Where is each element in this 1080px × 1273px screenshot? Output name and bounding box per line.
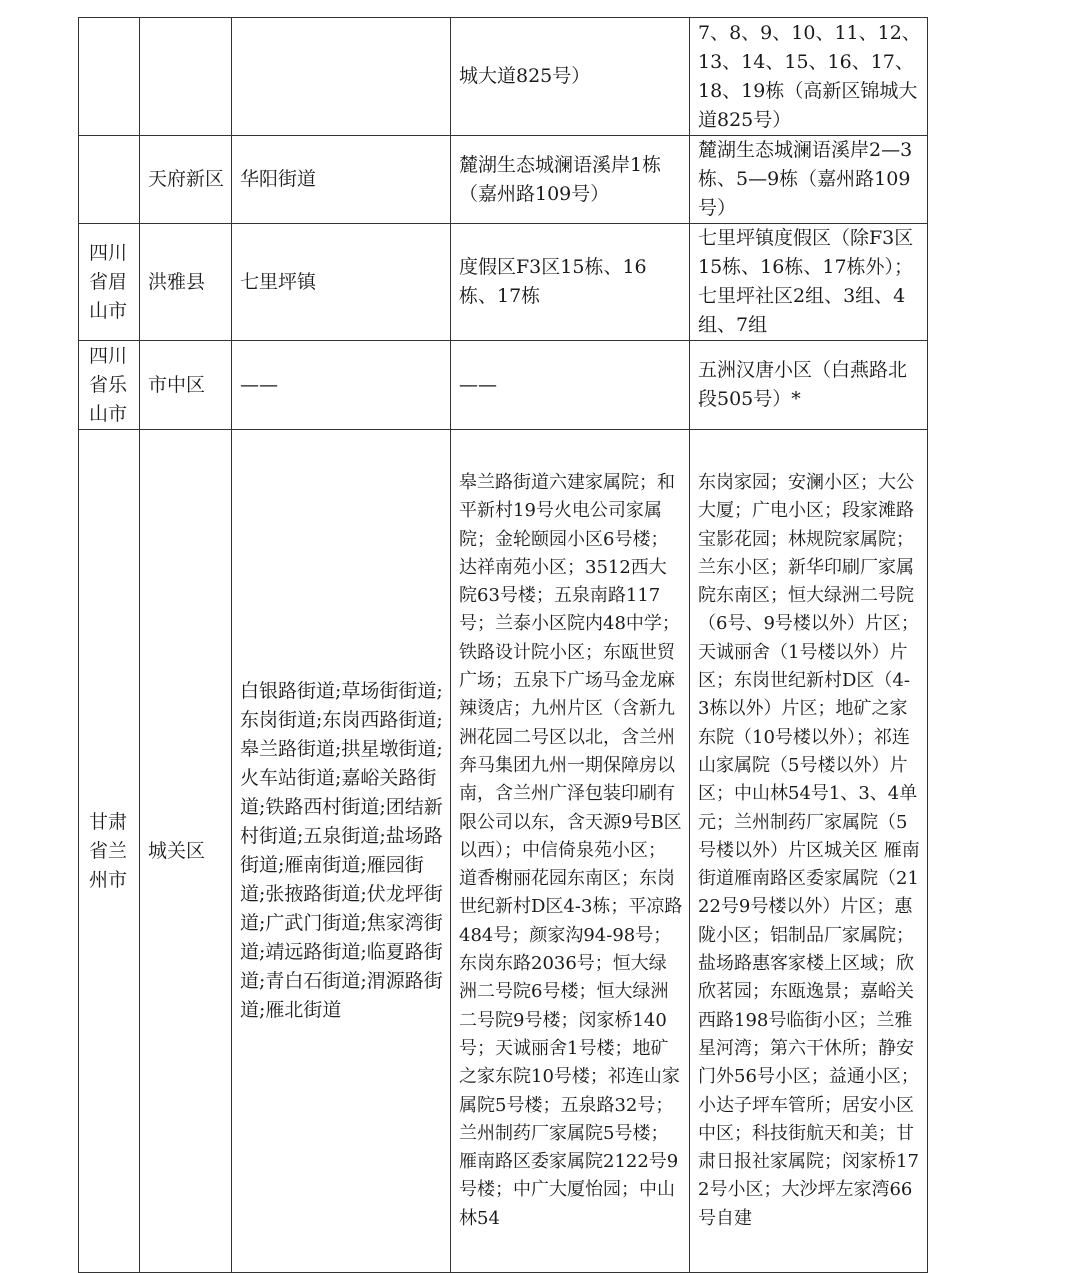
medium-risk-cell: 五洲汉唐小区（白燕路北段505号）* bbox=[690, 341, 928, 430]
table-row bbox=[79, 224, 928, 341]
district-cell: 天府新区 bbox=[140, 136, 232, 224]
province-cell bbox=[79, 18, 140, 136]
table-row bbox=[79, 341, 928, 430]
street-cell bbox=[232, 18, 451, 136]
high-risk-cell: 麓湖生态城澜语溪岸1栋（嘉州路109号） bbox=[451, 136, 690, 224]
district-cell: 洪雅县 bbox=[140, 224, 232, 341]
street-cell: 七里坪镇 bbox=[232, 224, 451, 341]
district-cell: 市中区 bbox=[140, 341, 232, 430]
table-row bbox=[79, 136, 928, 224]
street-cell: —— bbox=[232, 341, 451, 430]
high-risk-cell: 皋兰路街道六建家属院；和平新村19号火电公司家属院；金轮颐园小区6号楼；达祥南苑小区；3512西大院63号楼；五泉南路117号；兰泰小区院内48中学；铁路设计院小区；东瓯世贸广场；五泉下广场马金龙麻辣烫店；九州片区（含新九洲花园二号区以北，含兰州奔马集团九州一期保障房以南，含兰州广泽包装印刷有限公司以东，含天源9号B区以西）；中信倚泉苑小区；道香榭丽花园东南区；东岗世纪新村D区4-3栋；平凉路484号；颜家沟94-98号；东岗东路2036号；恒大绿洲二号院6号楼；恒大绿洲二号院9号楼；闵家桥140号；天诚丽舍1号楼；地矿之家东院10号楼；祁连山家属院5号楼；五泉路32号；兰州制药厂家属院5号楼；雁南路区委家属院2122号9号楼；中广大厦怡园；中山林54 bbox=[451, 430, 690, 1273]
province-cell: 四川省乐山市 bbox=[79, 341, 140, 430]
district-cell: 城关区 bbox=[140, 430, 232, 1273]
medium-risk-cell: 麓湖生态城澜语溪岸2—3栋、5—9栋（嘉州路109号） bbox=[690, 136, 928, 224]
province-cell: 四川省眉山市 bbox=[79, 224, 140, 341]
medium-risk-cell: 东岗家园；安澜小区；大公大厦；广电小区；段家滩路宝影花园；林规院家属院；兰东小区；新华印刷厂家属院东南区；恒大绿洲二号院（6号、9号楼以外）片区；天诚丽舍（1号楼以外）片区；东岗世纪新村D区（4-3栋以外）片区；地矿之家东院（10号楼以外）；祁连山家属院（5号楼以外）片区；中山林54号1、3、4单元；兰州制药厂家属院（5号楼以外）片区城关区 雁南街道雁南路区委家属院（2122号9号楼以外）片区；惠陇小区；铝制品厂家属院；盐场路惠客家楼上区域；欣欣茗园；东瓯逸景；嘉峪关西路198号临街小区；兰雅星河湾；第六干休所；静安门外56号小区；益通小区；小达子坪车管所；居安小区中区；科技街航天和美；甘肃日报社家属院；闵家桥172号小区；大沙坪左家湾66号自建 bbox=[690, 430, 928, 1273]
district-cell bbox=[140, 18, 232, 136]
street-cell: 白银路街道;草场街街道;东岗街道;东岗西路街道;皋兰路街道;拱星墩街道;火车站街道;嘉峪关路街道;铁路西村街道;团结新村街道;五泉街道;盐场路街道;雁南街道;雁园街道;张掖路街道;伏龙坪街道;广武门街道;焦家湾街道;靖远路街道;临夏路街道;青白石街道;渭源路街道;雁北街道 bbox=[232, 430, 451, 1273]
high-risk-cell: 城大道825号） bbox=[451, 18, 690, 136]
table-row bbox=[79, 18, 928, 136]
street-cell: 华阳街道 bbox=[232, 136, 451, 224]
province-cell bbox=[79, 136, 140, 224]
table-row bbox=[79, 430, 928, 1273]
medium-risk-cell: 7、8、9、10、11、12、13、14、15、16、17、18、19栋（高新区锦城大道825号） bbox=[690, 18, 928, 136]
high-risk-cell: —— bbox=[451, 341, 690, 430]
province-cell: 甘肃省兰州市 bbox=[79, 430, 140, 1273]
high-risk-cell: 度假区F3区15栋、16栋、17栋 bbox=[451, 224, 690, 341]
medium-risk-cell: 七里坪镇度假区（除F3区15栋、16栋、17栋外）；七里坪社区2组、3组、4组、7组 bbox=[690, 224, 928, 341]
risk-area-table bbox=[78, 17, 928, 1273]
